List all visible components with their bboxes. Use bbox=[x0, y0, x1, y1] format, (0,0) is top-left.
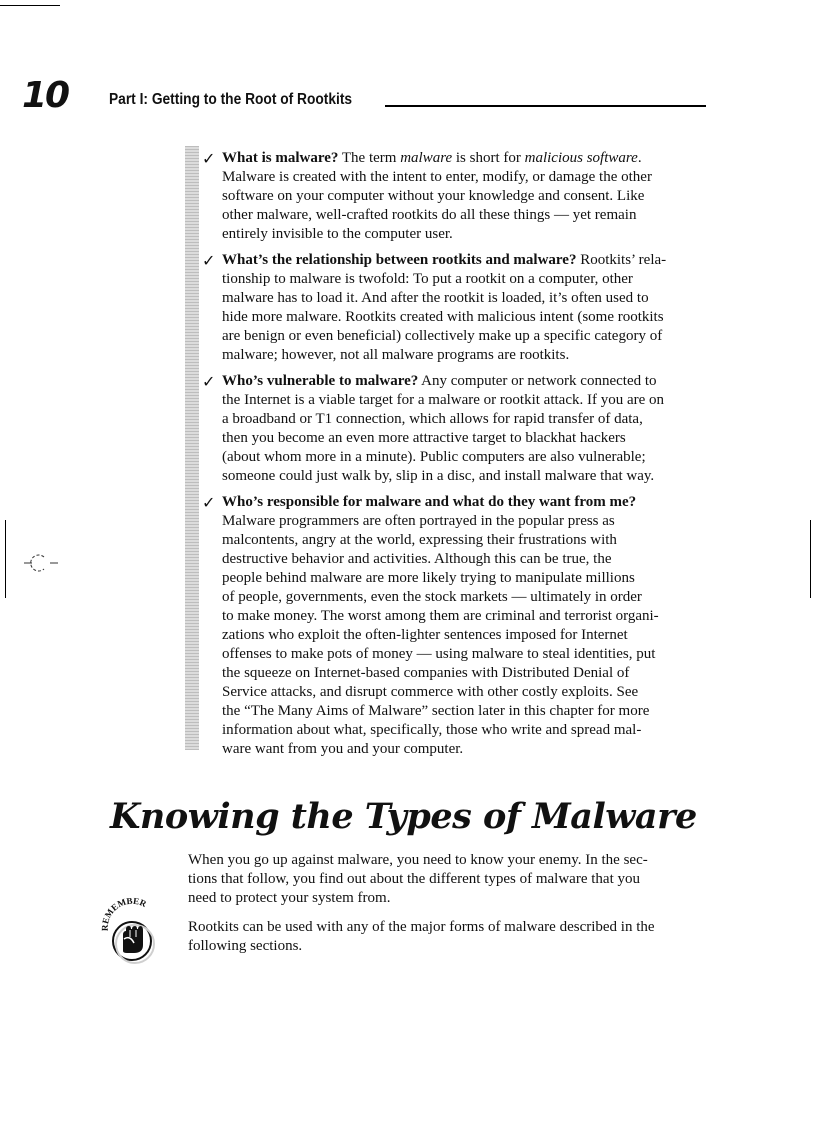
faq-answer-text: then you become an even more attractive target to blackhat hackers bbox=[222, 430, 626, 446]
faq-line bbox=[222, 664, 706, 683]
faq-answer-text: information about what, specifically, those who write and spread mal- bbox=[222, 722, 642, 738]
faq-answer-text: malcontents, angry at the world, expressing their frustrations with bbox=[222, 532, 617, 548]
faq-line bbox=[222, 645, 706, 664]
faq-answer-text: . bbox=[637, 150, 642, 166]
faq-line bbox=[222, 149, 706, 168]
faq-question: Who’s vulnerable to malware? bbox=[222, 373, 419, 389]
emphasized-term: malware bbox=[400, 150, 453, 166]
faq-line bbox=[222, 531, 706, 550]
faq-answer-text: Malware programmers are often portrayed in the popular press as bbox=[222, 513, 615, 529]
crop-mark-right bbox=[810, 520, 811, 598]
body-line: When you go up against malware, you need to know your enemy. In the sec- bbox=[188, 852, 648, 868]
faq-answer-text: a broadband or T1 connection, which allows for rapid transfer of data, bbox=[222, 411, 643, 427]
faq-line bbox=[222, 391, 706, 410]
faq-answer-text: Any computer or network connected to bbox=[418, 373, 657, 389]
sidebar-shade-bar bbox=[185, 146, 199, 750]
faq-line bbox=[222, 626, 706, 645]
faq-answer-text: Rootkits’ rela- bbox=[576, 252, 667, 268]
faq-line bbox=[222, 493, 706, 512]
faq-line bbox=[222, 270, 706, 289]
faq-item bbox=[202, 149, 706, 244]
faq-line bbox=[222, 550, 706, 569]
faq-answer-text: to make money. The worst among them are criminal and terrorist organi- bbox=[222, 608, 659, 624]
checkmark-bullet-icon: ✓ bbox=[202, 149, 216, 168]
checkmark-bullet-icon: ✓ bbox=[202, 251, 216, 270]
faq-line bbox=[222, 683, 706, 702]
faq-answer-text: the “The Many Aims of Malware” section later in this chapter for more bbox=[222, 703, 650, 719]
faq-answer-text: offenses to make pots of money — using malware to steal identities, put bbox=[222, 646, 656, 662]
faq-answer-text: Malware is created with the intent to enter, modify, or damage the other bbox=[222, 169, 652, 185]
page-number: 10 bbox=[22, 75, 69, 116]
body-line: need to protect your system from. bbox=[188, 890, 391, 906]
emphasized-term: malicious software bbox=[524, 150, 638, 166]
faq-line bbox=[222, 346, 706, 365]
faq-answer-text: Service attacks, and disrupt commerce with other costly exploits. See bbox=[222, 684, 639, 700]
section-body bbox=[188, 851, 710, 966]
faq-answer-text: are benign or even beneficial) collectively make up a specific category of bbox=[222, 328, 663, 344]
faq-line bbox=[222, 740, 706, 759]
faq-line bbox=[222, 702, 706, 721]
faq-answer-text: ware want from you and your computer. bbox=[222, 741, 464, 757]
section-heading: Knowing the Types of Malware bbox=[110, 796, 697, 837]
faq-item bbox=[202, 372, 706, 486]
faq-line bbox=[222, 206, 706, 225]
faq-answer-text: zations who exploit the often-lighter sentences imposed for Internet bbox=[222, 627, 628, 643]
faq-answer-text: (about whom more in a minute). Public computers are also vulnerable; bbox=[222, 449, 646, 465]
faq-line bbox=[222, 429, 706, 448]
faq-question: What’s the relationship between rootkits and malware? bbox=[222, 252, 577, 268]
remember-icon bbox=[96, 895, 166, 965]
faq-line bbox=[222, 372, 706, 391]
faq-answer-text: malware has to load it. And after the rootkit is loaded, it’s often used to bbox=[222, 290, 649, 306]
faq-answer-text: the Internet is a viable target for a malware or rootkit attack. If you are on bbox=[222, 392, 665, 408]
faq-line bbox=[222, 569, 706, 588]
faq-line bbox=[222, 467, 706, 486]
faq-item bbox=[202, 251, 706, 365]
checkmark-bullet-icon: ✓ bbox=[202, 372, 216, 391]
faq-line bbox=[222, 251, 706, 270]
running-head: Part I: Getting to the Root of Rootkits bbox=[109, 91, 353, 108]
faq-line bbox=[222, 410, 706, 429]
faq-line bbox=[222, 308, 706, 327]
body-paragraph bbox=[188, 851, 710, 908]
faq-answer-text: The term bbox=[338, 150, 401, 166]
faq-line bbox=[222, 225, 706, 244]
faq-line bbox=[222, 607, 706, 626]
faq-line bbox=[222, 721, 706, 740]
faq-answer-text: tionship to malware is twofold: To put a rootkit on a computer, other bbox=[222, 271, 633, 287]
faq-line bbox=[222, 327, 706, 346]
faq-answer-text: of people, governments, even the stock markets — ultimately in order bbox=[222, 589, 642, 605]
registration-mark-icon bbox=[22, 551, 60, 575]
faq-line bbox=[222, 187, 706, 206]
crop-mark-top-left bbox=[0, 5, 60, 6]
faq-question: Who’s responsible for malware and what do they want from me? bbox=[222, 494, 637, 510]
faq-answer-text: the squeeze on Internet-based companies with Distributed Denial of bbox=[222, 665, 630, 681]
faq-bullet-list bbox=[202, 149, 706, 766]
checkmark-bullet-icon: ✓ bbox=[202, 493, 216, 512]
faq-line bbox=[222, 588, 706, 607]
faq-answer-text: someone could just walk by, slip in a disc, and install malware that way. bbox=[222, 468, 655, 484]
header-rule bbox=[385, 105, 706, 107]
body-paragraph bbox=[188, 918, 710, 956]
faq-line bbox=[222, 168, 706, 187]
body-line: following sections. bbox=[188, 938, 303, 954]
faq-item bbox=[202, 493, 706, 759]
remember-icon-label: REMEMBER bbox=[99, 895, 149, 932]
faq-question: What is malware? bbox=[222, 150, 339, 166]
faq-answer-text: software on your computer without your knowledge and consent. Like bbox=[222, 188, 645, 204]
faq-answer-text: destructive behavior and activities. Although this can be true, the bbox=[222, 551, 612, 567]
faq-answer-text: hide more malware. Rootkits created with malicious intent (some rootkits bbox=[222, 309, 664, 325]
faq-answer-text: people behind malware are more likely trying to manipulate millions bbox=[222, 570, 635, 586]
faq-answer-text: malware; however, not all malware programs are rootkits. bbox=[222, 347, 570, 363]
faq-answer-text: entirely invisible to the computer user. bbox=[222, 226, 453, 242]
faq-line bbox=[222, 512, 706, 531]
faq-line bbox=[222, 289, 706, 308]
faq-line bbox=[222, 448, 706, 467]
faq-answer-text: other malware, well-crafted rootkits do all these things — yet remain bbox=[222, 207, 637, 223]
body-line: Rootkits can be used with any of the major forms of malware described in the bbox=[188, 919, 655, 935]
body-line: tions that follow, you find out about the different types of malware that you bbox=[188, 871, 640, 887]
crop-mark-left bbox=[5, 520, 6, 598]
faq-answer-text: is short for bbox=[452, 150, 525, 166]
